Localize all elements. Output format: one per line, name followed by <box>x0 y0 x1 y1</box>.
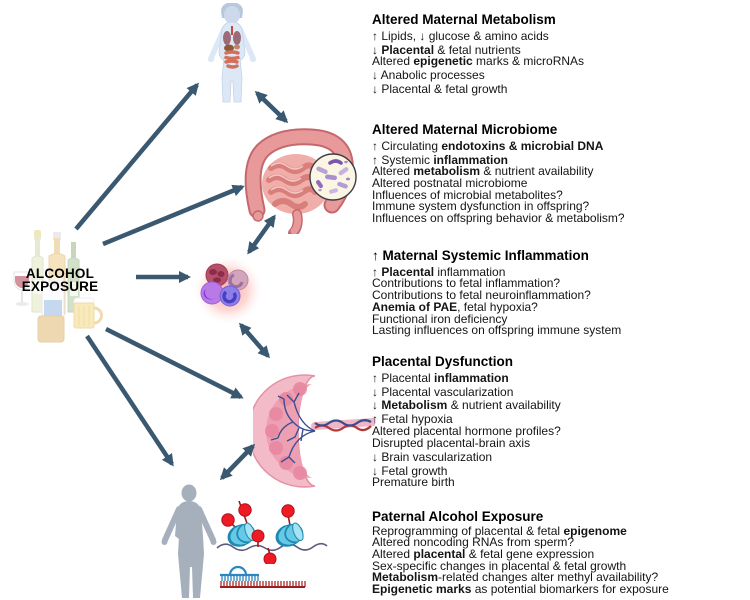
placental-dysfunction-line: ↓ Fetal growth <box>372 463 448 478</box>
text-block-altered-maternal-metabolism <box>372 12 747 96</box>
placental-dysfunction-line: Altered placental hormone profiles? <box>372 424 561 439</box>
maternal-systemic-inflammation-line: Lasting influences on offspring immune system <box>372 323 622 338</box>
altered-maternal-microbiome-line: Influences of microbial metabolites? <box>372 187 563 202</box>
arrow-alcohol-to-microbiome <box>103 187 242 244</box>
alcohol-exposure-label <box>10 267 110 293</box>
altered-maternal-metabolism-line: ↓ Placental & fetal growth <box>372 82 508 97</box>
inflammation-cells-icon <box>178 241 290 343</box>
placental-dysfunction-line: ↑ Fetal hypoxia <box>372 412 453 427</box>
altered-maternal-microbiome-line: Influences on offspring behavior & metabolism? <box>372 211 625 226</box>
text-block-maternal-systemic-inflammation <box>372 248 747 337</box>
alcohol-exposure-line2: EXPOSURE <box>21 279 99 294</box>
paternal-alcohol-exposure-line: Reprogramming of placental & fetal epigenome <box>372 523 627 538</box>
paternal-alcohol-exposure-title: Paternal Alcohol Exposure <box>372 509 544 524</box>
maternal-systemic-inflammation-line: ↑ Placental inflammation <box>372 264 506 279</box>
altered-maternal-metabolism-line: ↑ Lipids, ↓ glucose & amino acids <box>372 28 549 43</box>
paternal-alcohol-exposure-line: Metabolism-related changes alter methyl availability? <box>372 570 659 585</box>
altered-maternal-metabolism-line: Altered epigenetic marks & microRNAs <box>372 54 585 69</box>
placental-dysfunction-line: ↑ Placental inflammation <box>372 370 509 385</box>
maternal-systemic-inflammation-line: Contributions to fetal inflammation? <box>372 276 561 291</box>
paternal-alcohol-exposure-line: Sex-specific changes in placental & fetal growth <box>372 558 627 573</box>
intestines-microbiome-icon <box>241 126 369 234</box>
altered-maternal-metabolism-line: ↓ Placental & fetal nutrients <box>372 42 521 57</box>
alcohol-exposure-line1: ALCOHOL <box>25 266 95 281</box>
placental-dysfunction-line: ↓ Placental vascularization <box>372 384 514 399</box>
placental-dysfunction-line: Premature birth <box>372 475 455 490</box>
placental-dysfunction-line: ↓ Metabolism & nutrient availability <box>372 398 561 413</box>
text-block-altered-maternal-microbiome <box>372 122 747 225</box>
altered-maternal-microbiome-line: ↑ Systemic inflammation <box>372 152 509 167</box>
placental-dysfunction-title: Placental Dysfunction <box>372 354 514 369</box>
altered-maternal-microbiome-line: Immune system dysfunction in offspring? <box>372 199 590 214</box>
altered-maternal-microbiome-line: Altered metabolism & nutrient availability <box>372 164 594 179</box>
altered-maternal-microbiome-title: Altered Maternal Microbiome <box>372 122 558 137</box>
placental-dysfunction-line: ↓ Brain vascularization <box>372 449 493 464</box>
altered-maternal-metabolism-title: Altered Maternal Metabolism <box>372 12 556 27</box>
altered-maternal-microbiome-line: Altered postnatal microbiome <box>372 175 528 190</box>
altered-maternal-metabolism-line: ↓ Anabolic processes <box>372 68 485 83</box>
epigenome-nucleosomes-icon <box>215 498 340 564</box>
maternal-systemic-inflammation-title: ↑ Maternal Systemic Inflammation <box>372 248 589 263</box>
text-block-paternal-alcohol-exposure <box>372 509 747 596</box>
dna-rna-strands-icon <box>217 562 335 592</box>
altered-maternal-microbiome-line: ↑ Circulating endotoxins & microbial DNA <box>372 138 604 153</box>
maternal-systemic-inflammation-line: Contributions to fetal neuroinflammation? <box>372 288 591 303</box>
paternal-alcohol-exposure-line: Altered placental & fetal gene expression <box>372 546 595 561</box>
placental-dysfunction-line: Disrupted placental-brain axis <box>372 435 531 450</box>
arrow-alcohol-to-paternal <box>87 336 172 464</box>
paternal-alcohol-exposure-line: Epigenetic marks as potential biomarkers for exposure <box>372 582 669 597</box>
text-block-placental-dysfunction <box>372 354 747 489</box>
paternal-alcohol-exposure-line: Altered noncoding RNAs from sperm? <box>372 535 575 550</box>
maternal-systemic-inflammation-line: Anemia of PAE, fetal hypoxia? <box>372 299 538 314</box>
arrow-alcohol-to-maternal-body <box>76 85 197 229</box>
placenta-icon <box>253 370 375 492</box>
maternal-systemic-inflammation-line: Functional iron deficiency <box>372 311 508 326</box>
maternal-body-icon <box>193 3 269 103</box>
arrow-placenta-paternal-bidirectional <box>222 446 253 478</box>
